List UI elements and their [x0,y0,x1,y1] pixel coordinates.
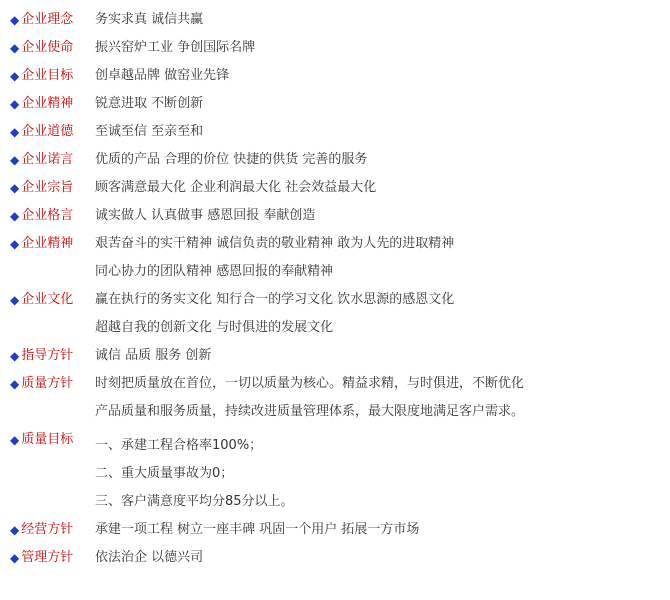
item-text: 三、客户满意度平均分85分以上。 [95,494,294,509]
item-label: 经营方针 [21,522,74,537]
item-text: 艰苦奋斗的实干精神 诚信负责的敬业精神 敢为人先的进取精神 [95,236,455,251]
item-label: 企业格言 [21,208,74,223]
item-label: 企业精神 [21,96,74,111]
diamond-bullet-icon: ◆ [10,13,20,27]
diamond-bullet-icon: ◆ [10,97,20,111]
list-item [0,174,670,202]
diamond-bullet-icon: ◆ [10,523,20,537]
item-label: 企业宗旨 [21,180,74,195]
diamond-bullet-icon: ◆ [10,69,20,83]
item-text: 创卓越品牌 做窑业先锋 [95,68,230,83]
diamond-bullet-icon: ◆ [10,153,20,167]
list-item [0,426,670,516]
diamond-bullet-icon: ◆ [10,209,20,223]
item-label: 企业诺言 [21,152,74,167]
diamond-bullet-icon: ◆ [10,237,20,251]
item-text: 产品质量和服务质量，持续改进质量管理体系，最大限度地满足客户需求。 [95,404,525,419]
list-item [0,202,670,230]
item-text: 二、重大质量事故为0； [95,466,234,481]
diamond-bullet-icon: ◆ [10,293,20,307]
item-text: 赢在执行的务实文化 知行合一的学习文化 饮水思源的感恩文化 [95,292,455,307]
item-text: 时刻把质量放在首位，一切以质量为核心。精益求精，与时俱进，不断优化 [95,376,525,391]
item-label: 企业道德 [21,124,74,139]
diamond-bullet-icon: ◆ [10,125,20,139]
item-text: 超越自我的创新文化 与时俱进的发展文化 [95,320,334,335]
item-label: 企业理念 [21,12,74,27]
diamond-bullet-icon: ◆ [10,41,20,55]
item-text: 至诚至信 至亲至和 [95,124,204,139]
item-text: 诚实做人 认真做事 感恩回报 奉献创造 [95,208,316,223]
item-text: 依法治企 以德兴司 [95,550,204,565]
item-label: 企业目标 [21,68,74,83]
item-text: 同心协力的团队精神 感恩回报的奉献精神 [95,264,334,279]
item-text: 优质的产品 合理的价位 快捷的供货 完善的服务 [95,152,368,167]
list-item [0,516,670,544]
diamond-bullet-icon: ◆ [10,377,20,391]
item-label: 质量方针 [21,376,74,391]
diamond-bullet-icon: ◆ [10,181,20,195]
list-item [0,118,670,146]
list-item [0,34,670,62]
list-item [0,90,670,118]
item-text: 承建一项工程 树立一座丰碑 巩固一个用户 拓展一方市场 [95,522,420,537]
diamond-bullet-icon: ◆ [10,349,20,363]
list-item [0,6,670,34]
diamond-bullet-icon: ◆ [10,433,20,447]
item-label: 企业文化 [21,292,74,307]
item-label: 企业精神 [21,236,74,251]
item-text: 诚信 品质 服务 创新 [95,348,212,363]
diamond-bullet-icon: ◆ [10,551,20,565]
item-label: 企业使命 [21,40,74,55]
list-item [0,370,670,426]
item-label: 质量目标 [21,432,74,447]
list-item [0,62,670,90]
list-item [0,230,670,286]
item-text: 顾客满意最大化 企业利润最大化 社会效益最大化 [95,180,377,195]
item-text: 锐意进取 不断创新 [95,96,204,111]
item-label: 指导方针 [21,348,74,363]
item-text: 务实求真 诚信共赢 [95,12,204,27]
list-item [0,286,670,342]
list-item [0,146,670,174]
list-item [0,342,670,370]
item-label: 管理方针 [21,550,74,565]
item-text: 振兴窑炉工业 争创国际名牌 [95,40,256,55]
list-item [0,544,670,572]
item-text: 一、承建工程合格率100%； [95,438,263,453]
